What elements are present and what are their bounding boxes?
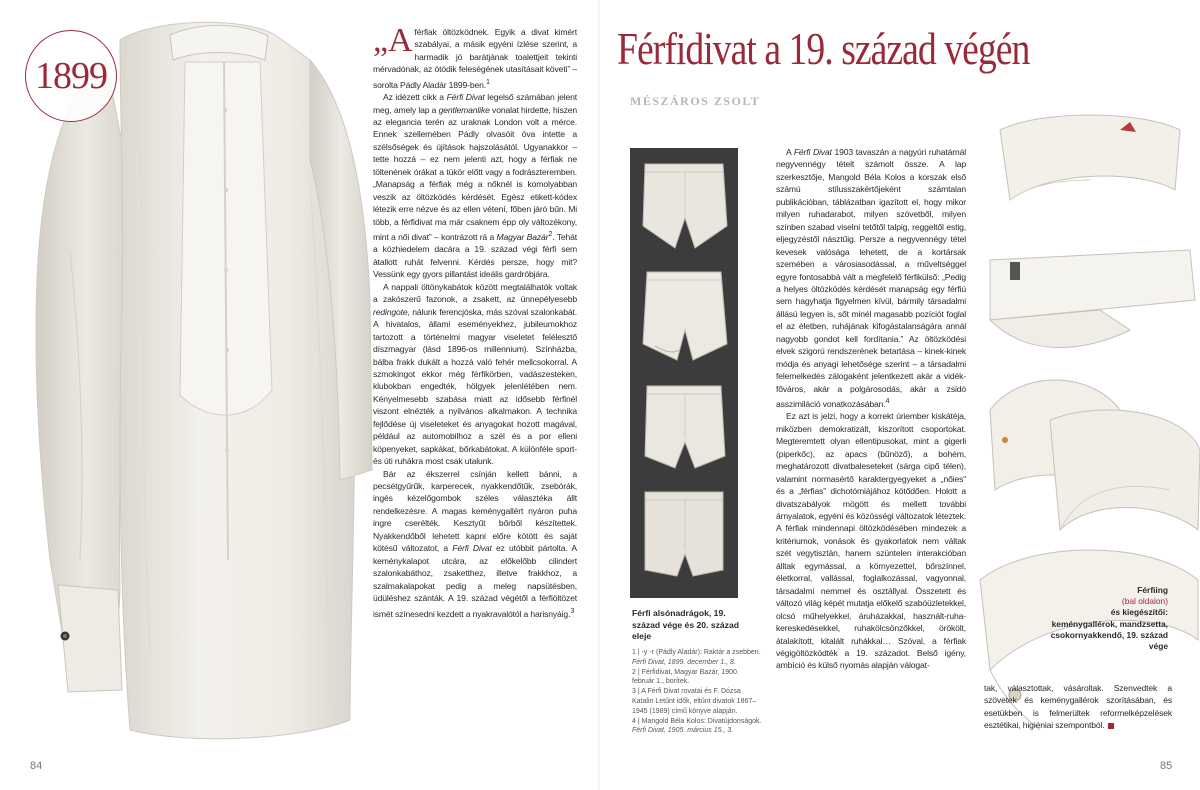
collars-illustration [970, 110, 1200, 750]
footnote: 2 | Férfidivat, Magyar Bazár, 1900. február 1., borítek. [632, 668, 739, 686]
paragraph-r1: A Férfi Divat 1903 tavaszán a nagyúri ruhatárnál negyvennégy tételt számolt össze. A lap szerkesztője, Mangold Béla Kolos a korszak első számú stílusszakértőjeként számtalan publikációban, táblázatban igazított el, hogy mikor milyen ruhadarabot, milyen szövetből, milyen színben szabad viselni tetőtől talpig, reggeltől estig, eljegyzéstől násztűig. Persze a negyvennégy tétel kevesek valósága lehetett, de a kortársak szemében a városiasodással, a műveltséggel egyre fontosabbá vált a megfelelő férfikülső: „Pedig a helyes öltözködés kérdését manapság egy férfiú sem hagyhatja figyelmen kívül, bármily társadalmi állású legyen is, sőt minél magasabb pozíciót foglal el az életben, ruhájának kifogástalanságára annál nagyobb gondot kell fordítania.” Az öltözködési elvek szigorú rendszerének betartása – kinek-kinek módja és anyagi lehetősége szerint – a társadalmi felemelkedés zálogaként jelentkezett akár a vidék-főváros, akár a polgárosodás, akár a zsidó asszimiláció vonatkozásában.$^4$ [776, 147, 966, 409]
page-number-right: 85 [1160, 760, 1173, 772]
right-article-column-2 [984, 682, 1172, 732]
paragraph-intro: „Aférfiak öltözködnek. Egyik a divat kimért szabályai, a másik egyéni ízlése szerint, a harmadik jó barátjának toalettjeit tekinti mérvadónak, az ötödik feleségének utasításait követi” – sorolta Pádly Aladár 1899-ben.$^1$ [373, 22, 577, 90]
paragraph-3: A nappali öltönykabátok között megtalálhatók voltak a zakószerű fazonok, a zsakett, az ünnepélyesebb redingote, nálunk ferencjóska, más szóval szalonkabát. A hivatalos, állami eseményekhez, jubileumokhoz tartozott a történelmi magyar viseletet felélesztő díszmagyar (lásd 1896-os millennium). Színházba, bálba frakk dukált a hozzá való fehér mellcsokorral. A szmokingot ekkor még férfikörben, vadászesteken, klubokban engedték, hölgyek jelenlétében nem. Kényelmesebb szabása miatt az idősebb férfinél viszont elnézték a nyilvános alkalmakon. A technika fejlődése új viseleteket és anyagokat hozott magával, például az automobilhoz a szél és a por elleni köpenyeket, sapkákat, bőrkabátokat. A különféle sport- és úti ruhákra most csak utalunk. [373, 281, 577, 467]
right-article-column-1 [776, 146, 966, 672]
paragraph-2: Az idézett cikk a Férfi Divat legelső számában jelent meg, amely lap a gentlemanlike vonalat hirdette, hiszen az elegancia terén az uraknak London volt a mérce. Ennek szellemében Pádly olvasóit óva intette a szélsőségek és újítások hajszolásától. Ugyanakkor – tette hozzá – ez nem jelenti azt, hogy a férfiak ne töltenének órákat a tükör előtt vagy a fodrászteremben. „Manapság a férfiak még a nőknél is komolyabban veszik az öltözködés kérdését. Egész etikett-kódex létezik erre nézve és az ellen vétení, főben járó bűn. Mi több, a férfidivat ma már csaknem épp oly változékony, mint a női divat” – kontrázott rá a Magyar Bazár$^2$. Tehát a közhiedelem dacára a 19. század végi férfi sem átallott ruhát felvenni. Kérdés persze, hogy mit? Vessünk egy gyors pillantást ideális gardróbjára. [373, 92, 577, 280]
collar-caption-line: és kiegészítői: [1110, 607, 1168, 618]
footnote: Férfi Divat, 1905. március 15., 3. [632, 727, 734, 735]
author-name: MÉSZÁROS ZSOLT [630, 94, 761, 108]
year-label: 1899 [35, 55, 107, 97]
collar-caption-line: keménygallérok, mandzsetta, csokornyakkendő, 19. század vége [1050, 618, 1168, 652]
collar-caption-line: Férfiing [1137, 585, 1168, 595]
underwear-photo-2 [635, 266, 733, 368]
left-article-column [373, 22, 577, 620]
underwear-caption: Férfi alsónadrágok, 19. század vége és 20. század eleje [632, 608, 740, 641]
year-badge [25, 30, 117, 122]
collar-caption-line: (bal oldalon) [1121, 596, 1168, 607]
paragraph-r3: tak, választottak, vásároltak. Szenvedtek a szövetek és keménygallérok szorításában, és esetükben is felmerültek reformelképzelések esztétikai, higiéniai szempontból. [984, 683, 1172, 731]
article-title: Férfidivat a 19. század végén [617, 23, 1030, 74]
end-mark-icon [1108, 723, 1114, 729]
underwear-photo-column [630, 148, 738, 598]
underwear-photo-4 [635, 484, 733, 586]
footnote: 1 | -y -r (Pádly Aladár): Raktár a zsebben. [632, 649, 761, 656]
underwear-photo-3 [635, 376, 733, 478]
footnotes [632, 648, 762, 736]
paragraph-4: Bár az ékszerrel csínján kellett bánni, a pecsétgyűrűk, karperecek, nyakkendőtűk, zsebórák, ingés kézelőgombok széles választéka állt rendelkezésre. A magas keménygallért nyáron puha ingre cserélték. Kesztyűt bőrből készítettek. Nyakkendőből lehetett kapni előre kötött és saját kötésű változatot, a Férfi Divat ez utóbbit pártolta. A keménykalapot utcára, az előkelőbb cilindert szalonkabáthoz, zsaketthez, illetve frakkhoz, a szalmakalapokat pedig a meleg napsütésben, üdüléshez szánták. A 19. század végétől a férfiöltözet ismét színesedni kezdett a nyakravalótól a harisnyáig.$^3$ [373, 468, 577, 619]
opening-quote: „A [373, 22, 413, 59]
underwear-photo-1 [635, 156, 733, 258]
footnote: Férfi Divat, 1899. december 1., 8. [632, 658, 736, 666]
footnote: 3 | A Férfi Divat rovatai és F. Dózsa Katalin Letűnt idők, eltűnt divatok 1867–1945 (1989) című könyve alapján. [632, 688, 757, 715]
page-number-left: 84 [30, 760, 43, 772]
paragraph-r2: Ez azt is jelzi, hogy a korrekt úriember kiskátéja, miközben demokratizált, kiszorított csoportokat. Megteremtett olyan ellentipusokat, mint a gigerli (piperkőc), az apacs (bűnöző), a bohém, meghatározott divatbaleseteket (sárga cipő télen), valamint normasértő karaktergyegyeket a „nőies” és a „férfias” dichotómiájához kötődően. Holott a divatszabályok mögött és mellett további árnyalatok, egyéni és közösségi változatok léteztek. A férfiak mindennapi öltözködésében mindezek a kritériumok, vonások és gyakorlatok nem váltak szét vegytisztán, hanem szüntelen interakcióban álltak egymással, a környezettel, bőrszínnel, életkorral, vallással, foglalkozással, vagyonnal, társadalmi nemmel és osztállyal. Összetett és változó világ képét mutatja előkelő szabóüzletekkel, olcsó műhelyekkel, áruházakkal, használt-ruha-kereskedésekkel, ruhakölcsönzőkkel, örökölt, átalakított, kitalált ruhákkal… Szóval, a férfiak végigöltözködték a 19. századot. Belső igény, ambíció és külső nyomás alapján válogat- [776, 411, 966, 671]
footnote: 4 | Mangold Béla Kolos: Divatújdonságok. [632, 717, 762, 725]
collars-caption [1048, 585, 1168, 652]
